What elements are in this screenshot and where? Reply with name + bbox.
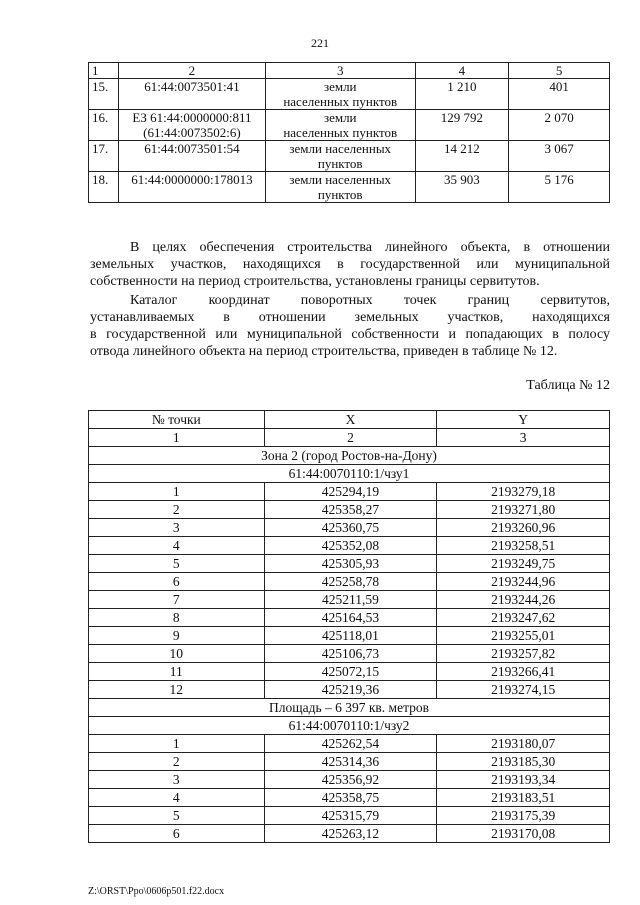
point-number: 5 — [89, 555, 265, 573]
header-cell-5: 5 — [509, 63, 610, 79]
plot-title-row — [89, 717, 610, 735]
coord-x: 425118,01 — [264, 627, 437, 645]
x-header: X — [264, 411, 437, 429]
coord-x: 425164,53 — [264, 609, 437, 627]
header-num-2: 2 — [264, 429, 437, 447]
point-number: 2 — [89, 753, 265, 771]
coords-header-num-row — [89, 429, 610, 447]
plot-area: 129 792 — [415, 110, 509, 141]
coord-row — [89, 771, 610, 789]
cadastral-number: 61:44:0073501:41 — [118, 79, 265, 110]
coord-y: 2193193,34 — [437, 771, 610, 789]
plot-area: 1 210 — [415, 79, 509, 110]
coord-x: 425360,75 — [264, 519, 437, 537]
point-number: 8 — [89, 609, 265, 627]
coord-x: 425294,19 — [264, 483, 437, 501]
coordinates-table — [88, 410, 610, 843]
coord-x: 425263,12 — [264, 825, 437, 843]
point-number: 10 — [89, 645, 265, 663]
table-row — [89, 172, 610, 203]
cadastral-number: 61:44:0073501:54 — [118, 141, 265, 172]
row-number: 18. — [89, 172, 119, 203]
point-number: 1 — [89, 483, 265, 501]
header-cell-2: 2 — [118, 63, 265, 79]
plot-title-row — [89, 465, 610, 483]
coord-y: 2193175,39 — [437, 807, 610, 825]
plot-area-total: Площадь – 6 397 кв. метров — [89, 699, 610, 717]
point-number: 3 — [89, 519, 265, 537]
point-number: 1 — [89, 735, 265, 753]
point-number: 3 — [89, 771, 265, 789]
coord-y: 2193257,82 — [437, 645, 610, 663]
coord-row — [89, 825, 610, 843]
row-number: 17. — [89, 141, 119, 172]
point-number: 4 — [89, 537, 265, 555]
plot-area: 35 903 — [415, 172, 509, 203]
point-number: 9 — [89, 627, 265, 645]
coord-x: 425305,93 — [264, 555, 437, 573]
coord-y: 2193258,51 — [437, 537, 610, 555]
point-number: 11 — [89, 663, 265, 681]
coord-row — [89, 681, 610, 699]
coord-y: 2193244,26 — [437, 591, 610, 609]
page-number: 221 — [311, 36, 329, 50]
coord-y: 2193260,96 — [437, 519, 610, 537]
land-plots-table — [88, 62, 610, 203]
point-number: 6 — [89, 825, 265, 843]
paragraph-line: в государственной или муниципальной собственности и попадающих в полосу — [90, 327, 610, 342]
point-number: 12 — [89, 681, 265, 699]
land-category: земли населенных пунктов — [265, 110, 415, 141]
table-row — [89, 141, 610, 172]
coord-y: 2193274,15 — [437, 681, 610, 699]
point-number: 2 — [89, 501, 265, 519]
coord-y: 2193255,01 — [437, 627, 610, 645]
point-number: 4 — [89, 789, 265, 807]
coord-row — [89, 663, 610, 681]
coord-x: 425211,59 — [264, 591, 437, 609]
y-header: Y — [437, 411, 610, 429]
coord-row — [89, 483, 610, 501]
easement-area: 401 — [509, 79, 610, 110]
coord-y: 2193170,08 — [437, 825, 610, 843]
coord-row — [89, 735, 610, 753]
paragraph-line: устанавливаемых в отношении земельных участков, находящихся — [90, 310, 610, 325]
coord-x: 425072,15 — [264, 663, 437, 681]
land-category: земли населенных пунктов — [265, 79, 415, 110]
zone-title-row — [89, 447, 610, 465]
land-category: земли населенных пунктов — [265, 141, 415, 172]
coord-row — [89, 537, 610, 555]
header-num-3: 3 — [437, 429, 610, 447]
coord-row — [89, 573, 610, 591]
paragraph-line: собственности на период строительства, установлены границы сервитутов. — [90, 274, 540, 289]
cadastral-number: 61:44:0000000:178013 — [118, 172, 265, 203]
table-caption: Таблица № 12 — [526, 378, 610, 393]
coord-y: 2193266,41 — [437, 663, 610, 681]
coord-y: 2193271,80 — [437, 501, 610, 519]
paragraph-line: отвода линейного объекта на период строительства, приведен в таблице № 12. — [90, 344, 558, 359]
header-cell-1: 1 — [89, 63, 119, 79]
coord-y: 2193185,30 — [437, 753, 610, 771]
plot-area: 14 212 — [415, 141, 509, 172]
land-category: земли населенных пунктов — [265, 172, 415, 203]
coord-x: 425262,54 — [264, 735, 437, 753]
row-number: 16. — [89, 110, 119, 141]
coord-row — [89, 645, 610, 663]
row-number: 15. — [89, 79, 119, 110]
coord-x: 425358,27 — [264, 501, 437, 519]
coord-x: 425219,36 — [264, 681, 437, 699]
coord-row — [89, 789, 610, 807]
coord-row — [89, 519, 610, 537]
easement-area: 5 176 — [509, 172, 610, 203]
coord-row — [89, 609, 610, 627]
coord-y: 2193247,62 — [437, 609, 610, 627]
coord-x: 425106,73 — [264, 645, 437, 663]
header-num-1: 1 — [89, 429, 265, 447]
table-row — [89, 79, 610, 110]
zone-title: Зона 2 (город Ростов-на-Дону) — [89, 447, 610, 465]
plot-title: 61:44:0070110:1/чзу1 — [89, 465, 610, 483]
plot-title: 61:44:0070110:1/чзу2 — [89, 717, 610, 735]
paragraph-catalog-reference — [90, 292, 610, 360]
coord-x: 425258,78 — [264, 573, 437, 591]
coord-row — [89, 591, 610, 609]
coord-x: 425356,92 — [264, 771, 437, 789]
coord-x: 425358,75 — [264, 789, 437, 807]
coord-row — [89, 627, 610, 645]
easement-area: 2 070 — [509, 110, 610, 141]
plot-area-total-row — [89, 699, 610, 717]
point-number: 6 — [89, 573, 265, 591]
coord-y: 2193249,75 — [437, 555, 610, 573]
coord-x: 425314,36 — [264, 753, 437, 771]
coord-row — [89, 753, 610, 771]
coord-y: 2193279,18 — [437, 483, 610, 501]
coord-row — [89, 501, 610, 519]
easement-area: 3 067 — [509, 141, 610, 172]
table-row — [89, 110, 610, 141]
coord-row — [89, 807, 610, 825]
coord-row — [89, 555, 610, 573]
coord-y: 2193180,07 — [437, 735, 610, 753]
coord-y: 2193183,51 — [437, 789, 610, 807]
paragraph-line: земельных участков, находящихся в государственной или муниципальной — [90, 257, 610, 272]
point-number: 7 — [89, 591, 265, 609]
header-cell-4: 4 — [415, 63, 509, 79]
cadastral-number: ЕЗ 61:44:0000000:811 (61:44:0073502:6) — [118, 110, 265, 141]
coord-y: 2193244,96 — [437, 573, 610, 591]
point-number-header: № точки — [89, 411, 265, 429]
paragraph-easement-purpose — [90, 239, 610, 290]
coord-x: 425352,08 — [264, 537, 437, 555]
table-header-row — [89, 63, 610, 79]
coord-x: 425315,79 — [264, 807, 437, 825]
footer-file-path: Z:\ORST\Ppo\0606p501.f22.docx — [88, 886, 225, 897]
header-cell-3: 3 — [265, 63, 415, 79]
paragraph-line: В целях обеспечения строительства линейного объекта, в отношении — [130, 240, 610, 255]
point-number: 5 — [89, 807, 265, 825]
coords-header-row — [89, 411, 610, 429]
paragraph-line: Каталог координат поворотных точек границ сервитутов, — [130, 293, 610, 308]
